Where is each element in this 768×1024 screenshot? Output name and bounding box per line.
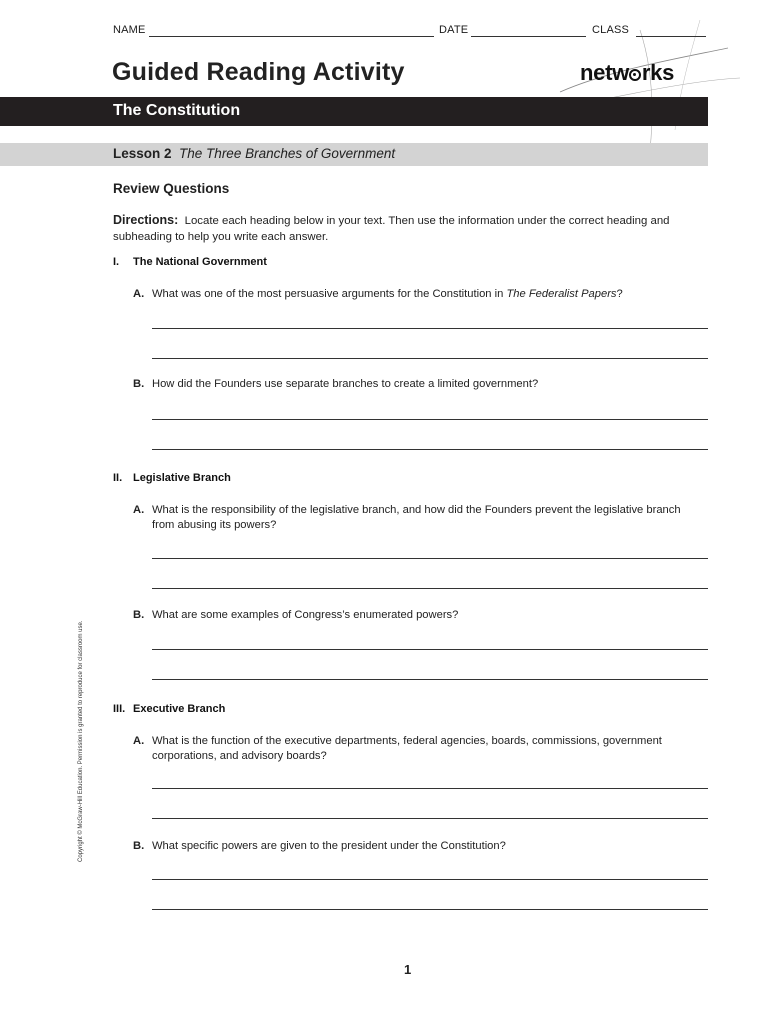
- logo-o-icon: [629, 69, 641, 81]
- directions-text: Locate each heading below in your text. Then use the information under the correct heading and subheading to help you write each answer.: [113, 215, 670, 243]
- answer-line[interactable]: [152, 909, 708, 910]
- date-field-line[interactable]: [471, 36, 586, 37]
- question: [133, 839, 703, 854]
- review-heading: Review Questions: [113, 181, 230, 196]
- answer-line[interactable]: [152, 449, 708, 450]
- question-text: What are some examples of Congress’s enumerated powers?: [152, 609, 459, 621]
- answer-line[interactable]: [152, 588, 708, 589]
- copyright-notice: Copyright © McGraw-Hill Education. Permission is granted to reproduce for classroom use.: [78, 620, 84, 862]
- question-text: What was one of the most persuasive arguments for the Constitution in The Federalist Papers?: [152, 288, 623, 300]
- question-letter: A.: [133, 504, 145, 516]
- name-field-line[interactable]: [149, 36, 434, 37]
- directions-label: Directions:: [113, 213, 179, 227]
- section-number: II.: [113, 472, 123, 484]
- section-number: I.: [113, 256, 120, 268]
- page-title: Guided Reading Activity: [112, 58, 405, 86]
- question: [133, 734, 703, 764]
- lesson-title: The Three Branches of Government: [179, 146, 396, 161]
- question: [133, 287, 703, 302]
- section-number: III.: [113, 703, 126, 715]
- section-heading: [113, 256, 267, 268]
- question-text: What is the function of the executive departments, federal agencies, boards, commissions, government corporations, and advisory boards?: [152, 735, 662, 762]
- lesson-heading: [113, 146, 395, 161]
- section-title: Executive Branch: [133, 703, 226, 715]
- answer-line[interactable]: [152, 818, 708, 819]
- answer-line[interactable]: [152, 679, 708, 680]
- question: [133, 608, 703, 623]
- chapter-title: The Constitution: [113, 102, 241, 119]
- section-heading: [113, 703, 225, 715]
- directions: [113, 212, 703, 245]
- question-letter: B.: [133, 378, 145, 390]
- lesson-label: Lesson 2: [113, 146, 172, 161]
- question: [133, 503, 703, 533]
- question-letter: A.: [133, 288, 145, 300]
- answer-line[interactable]: [152, 558, 708, 559]
- page-number: 1: [404, 962, 412, 977]
- class-field-line[interactable]: [636, 36, 706, 37]
- answer-line[interactable]: [152, 649, 708, 650]
- question-text: What is the responsibility of the legislative branch, and how did the Founders prevent the legislative branch from abusing its powers?: [152, 504, 681, 531]
- answer-line[interactable]: [152, 358, 708, 359]
- answer-line[interactable]: [152, 419, 708, 420]
- answer-line[interactable]: [152, 788, 708, 789]
- question-text: How did the Founders use separate branches to create a limited government?: [152, 378, 539, 390]
- logo-text-start: netw: [580, 60, 629, 85]
- question-letter: A.: [133, 735, 145, 747]
- question-text: What specific powers are given to the president under the Constitution?: [152, 840, 506, 852]
- chapter-banner: [0, 97, 708, 126]
- networks-logo: [580, 60, 674, 86]
- section-title: The National Government: [133, 256, 267, 268]
- section-heading: [113, 472, 231, 484]
- class-label: CLASS: [592, 24, 630, 36]
- name-label: NAME: [113, 24, 146, 36]
- logo-text-end: rks: [641, 60, 675, 85]
- question: [133, 377, 703, 392]
- date-label: DATE: [439, 24, 469, 36]
- answer-line[interactable]: [152, 328, 708, 329]
- question-letter: B.: [133, 609, 145, 621]
- section-title: Legislative Branch: [133, 472, 231, 484]
- question-letter: B.: [133, 840, 145, 852]
- answer-line[interactable]: [152, 879, 708, 880]
